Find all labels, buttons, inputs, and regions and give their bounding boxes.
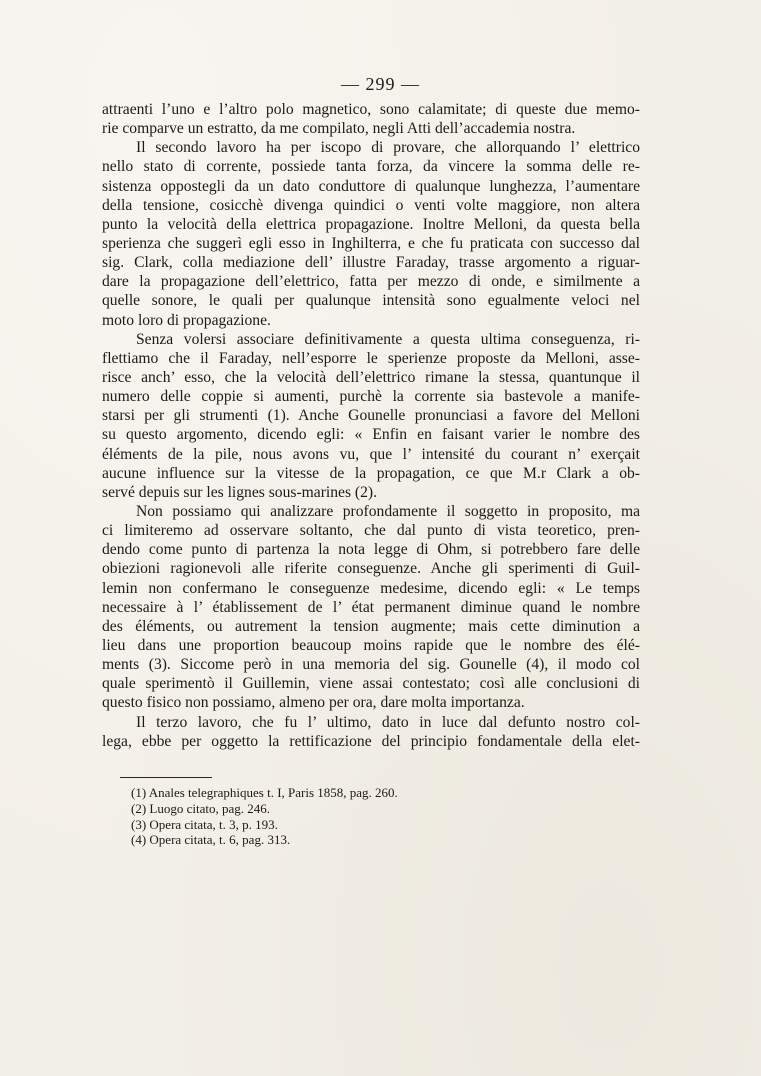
text-line: éléments de la pile, nous avons vu, que l’ intensité du courant n’ exerçait bbox=[102, 445, 640, 463]
paragraph bbox=[102, 330, 640, 502]
text-line: des éléments, ou autrement la tension augmente; mais cette diminution a bbox=[102, 617, 640, 635]
paragraph bbox=[102, 100, 640, 138]
page-number: — 299 — bbox=[341, 74, 420, 94]
paragraph bbox=[102, 713, 640, 751]
text-line: ci limiteremo ad osservare soltanto, che dal punto di vista teoretico, pren- bbox=[102, 522, 640, 540]
footnote-divider bbox=[120, 777, 212, 778]
footnote: (4) Opera citata, t. 6, pag. 313. bbox=[131, 832, 291, 848]
text-line: aucune influence sur la vitesse de la propagation, ce que M.r Clark a ob- bbox=[102, 464, 640, 482]
text-line: risce anch’ esso, che la velocità dell’elettrico rimane la stessa, quantunque il bbox=[102, 368, 640, 386]
text-line: su questo argomento, dicendo egli: « Enfin en faisant varier le nombre des bbox=[102, 426, 640, 444]
paragraph bbox=[102, 138, 640, 329]
footnote: (3) Opera citata, t. 3, p. 193. bbox=[131, 816, 278, 832]
text-line: moto loro di propagazione. bbox=[102, 311, 271, 329]
text-line: ments (3). Siccome però in una memoria del sig. Gounelle (4), il modo col bbox=[102, 656, 640, 674]
text-line: lega, ebbe per oggetto la rettificazione del principio fondamentale della elet- bbox=[102, 732, 640, 750]
text-line: lemin non confermano le conseguenze medesime, dicendo egli: « Le temps bbox=[102, 579, 640, 597]
text-line: Senza volersi associare definitivamente a questa ultima conseguenza, ri- bbox=[136, 330, 640, 348]
text-line: Il terzo lavoro, che fu l’ ultimo, dato in luce dal defunto nostro col- bbox=[136, 713, 640, 731]
text-line: questo fisico non possiamo, almeno per ora, dare molta importanza. bbox=[102, 694, 525, 712]
text-line: lieu dans une proportion beaucoup moins rapide que le nombre des élé- bbox=[102, 636, 640, 654]
text-line: della tensione, cosicchè divenga quindici o venti volte maggiore, non altera bbox=[102, 196, 640, 214]
text-line: obiezioni ragionevoli alle riferite conseguenze. Anche gli sperimenti di Guil- bbox=[102, 560, 640, 578]
body-text bbox=[102, 100, 640, 751]
text-line: flettiamo che il Faraday, nell’esporre le sperienze proposte da Melloni, asse- bbox=[102, 349, 640, 367]
text-line: necessaire à l’ établissement de l’ état permanent diminue quand le nombre bbox=[102, 598, 640, 616]
text-line: sistenza oppostegli da un dato conduttore di qualunque lunghezza, l’aumentare bbox=[102, 177, 640, 195]
text-line: quelle sonore, le quali per qualunque intensità sono egualmente veloci nel bbox=[102, 292, 640, 310]
paragraph bbox=[102, 502, 640, 713]
text-line: Non possiamo qui analizzare profondamente il soggetto in proposito, ma bbox=[136, 502, 640, 520]
footnote: (2) Luogo citato, pag. 246. bbox=[131, 800, 270, 816]
text-line: servé depuis sur les lignes sous-marines (2). bbox=[102, 483, 377, 501]
text-line: Il secondo lavoro ha per iscopo di provare, che allorquando l’ elettrico bbox=[136, 139, 640, 157]
text-line: quale sperimentò il Guillemin, viene assai contestato; così alle conclusioni di bbox=[102, 675, 640, 693]
footnote: (1) Anales telegraphiques t. I, Paris 1858, pag. 260. bbox=[131, 785, 398, 800]
text-line: sperienza che suggerì egli esso in Inghilterra, e che fu praticata con successo dal bbox=[102, 234, 640, 252]
text-line: nello stato di corrente, possiede tanta forza, da vincere la somma delle re- bbox=[102, 158, 640, 176]
text-line: dare la propagazione dell’elettrico, fatta per mezzo di onde, e similmente a bbox=[102, 273, 640, 291]
text-line: sig. Clark, colla mediazione dell’ illustre Faraday, trasse argomento a riguar- bbox=[102, 254, 640, 272]
text-line: rie comparve un estratto, da me compilato, negli Atti dell’accademia nostra. bbox=[102, 120, 576, 138]
text-line: attraenti l’uno e l’altro polo magnetico, sono calamitate; di queste due memo- bbox=[102, 101, 640, 118]
text-line: punto la velocità della elettrica propagazione. Inoltre Melloni, da questa bella bbox=[102, 215, 640, 233]
text-line: dendo come punto di partenza la nota legge di Ohm, si potrebbero fare delle bbox=[102, 541, 640, 559]
text-line: starsi per gli strumenti (1). Anche Gounelle pronunciasi a favore del Melloni bbox=[102, 407, 640, 425]
text-line: numero delle coppie si aumenti, purchè la corrente sia bastevole a manife- bbox=[102, 388, 640, 406]
footnotes bbox=[131, 785, 398, 848]
